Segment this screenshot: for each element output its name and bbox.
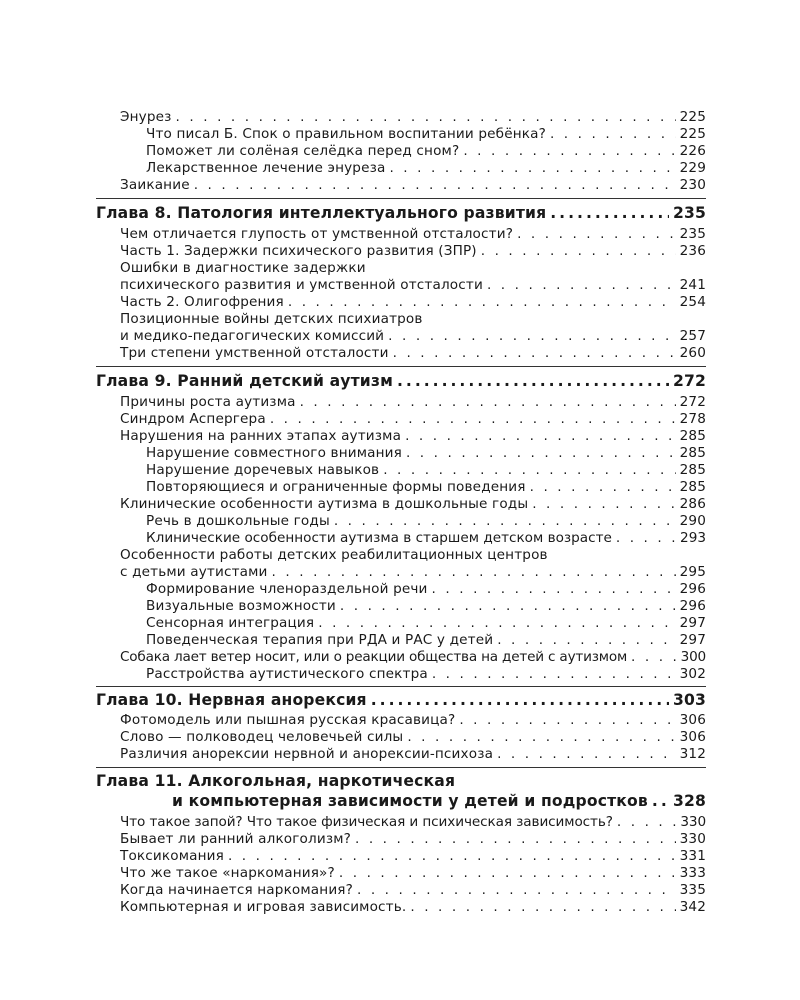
toc-entry-page: 296 <box>679 598 706 614</box>
toc-entry-title: Чем отличается глупость от умственной отсталости? <box>120 226 514 242</box>
dot-leader <box>550 125 676 143</box>
dot-leader <box>487 276 676 294</box>
dot-leader <box>463 142 675 160</box>
toc-entry[interactable] <box>120 898 706 916</box>
toc-entry-title: Речь в дошкольные годы <box>146 513 330 529</box>
toc-entry-page: 285 <box>679 462 706 478</box>
toc-entry-title: Что писал Б. Спок о правильном воспитании ребёнка? <box>146 126 546 142</box>
toc-entry-page: 230 <box>679 177 706 193</box>
dot-leader <box>371 690 669 710</box>
dot-leader <box>481 242 676 260</box>
toc-entry-title: Часть 2. Олигофрения <box>120 294 284 310</box>
dot-leader <box>272 563 676 581</box>
toc-entry-title-line2: с детьми аутистами <box>120 564 268 580</box>
toc-entry-title: Фотомодель или пышная русская красавица? <box>120 712 456 728</box>
dot-leader <box>616 529 676 547</box>
toc-entry-title: Нарушение совместного внимания <box>146 445 402 461</box>
chapter-page: 328 <box>672 792 706 810</box>
dot-leader <box>393 344 676 362</box>
dot-leader <box>407 728 675 746</box>
dot-leader <box>288 293 676 311</box>
toc-entry[interactable] <box>120 327 706 345</box>
dot-leader <box>410 898 675 916</box>
toc-entry-title: Что такое запой? Что такое физическая и психическая зависимость? <box>120 814 613 830</box>
toc-entry-page: 236 <box>679 243 706 259</box>
toc-entry-page: 306 <box>679 729 706 745</box>
toc-entry-page: 306 <box>679 712 706 728</box>
toc-entry[interactable] <box>146 444 706 462</box>
toc-entry-title: Слово — полководец человечьей силы <box>120 729 404 745</box>
toc-entry-title: Собака лает ветер носит, или о реакции общества на детей с аутизмом <box>120 649 628 665</box>
toc-entry[interactable] <box>120 225 706 243</box>
toc-entry-title: Токсикомания <box>120 848 224 864</box>
dot-leader <box>383 461 675 479</box>
chapter-divider <box>96 366 706 367</box>
toc-entry[interactable] <box>120 864 706 882</box>
toc-entry-page: 293 <box>680 530 706 546</box>
toc-entry-page: 331 <box>679 848 706 864</box>
toc-entry[interactable] <box>120 293 706 311</box>
toc-entry-title: Лекарственное лечение энуреза <box>146 160 386 176</box>
chapter-title: Глава 10. Нервная анорексия <box>96 691 367 709</box>
dot-leader <box>318 614 675 632</box>
toc-entry[interactable] <box>120 563 706 581</box>
toc-entry-title: Повторяющиеся и ограниченные формы поведения <box>146 479 526 495</box>
dot-leader <box>339 864 676 882</box>
toc-entry[interactable] <box>120 881 706 899</box>
toc-entry-page: 295 <box>679 564 706 580</box>
toc-entry-page: 342 <box>679 899 706 915</box>
chapter-page: 235 <box>672 204 706 222</box>
toc-entry-title: Часть 1. Задержки психического развития (ЗПР) <box>120 243 477 259</box>
toc-entry[interactable] <box>120 711 706 729</box>
toc-entry-title: Клинические особенности аутизма в старшем детском возрасте <box>146 530 612 546</box>
toc-entry-page: 235 <box>679 226 706 242</box>
toc-entry-title: Поможет ли солёная селёдка перед сном? <box>146 143 460 159</box>
dot-leader <box>432 665 676 683</box>
dot-leader <box>270 410 676 428</box>
toc-entry-page: 297 <box>679 615 706 631</box>
toc-entry-title: Расстройства аутистического спектра <box>146 666 428 682</box>
toc-entry[interactable] <box>120 847 706 865</box>
toc-entry[interactable] <box>120 648 706 666</box>
toc-entry[interactable] <box>146 529 706 547</box>
chapter-heading-11[interactable] <box>172 791 706 811</box>
toc-entry-page: 333 <box>679 865 706 881</box>
chapter-divider <box>96 198 706 199</box>
chapter-divider <box>96 686 706 687</box>
toc-entry-title: Различия анорексии нервной и анорексии-психоза <box>120 746 494 762</box>
toc-entry-title: Компьютерная и игровая зависимость. <box>120 899 407 915</box>
toc-entry[interactable] <box>120 410 706 428</box>
dot-leader <box>194 176 676 194</box>
dot-leader <box>355 830 676 848</box>
dot-leader <box>617 813 676 831</box>
toc-entry-title: Клинические особенности аутизма в дошкольные годы <box>120 496 529 512</box>
dot-leader <box>397 371 669 391</box>
toc-entry[interactable] <box>146 631 706 649</box>
toc-entry[interactable] <box>146 512 706 530</box>
toc-entry-title-line2: и медико-педагогических комиссий <box>120 328 385 344</box>
toc-entry-title: Три степени умственной отсталости <box>120 345 389 361</box>
dot-leader <box>652 791 669 811</box>
toc-entry-title: Заикание <box>120 177 190 193</box>
toc-entry[interactable] <box>146 665 706 683</box>
toc-entry-title: Энурез <box>120 109 172 125</box>
toc-entry-title: Сенсорная интеграция <box>146 615 315 631</box>
chapter-title: Глава 8. Патология интеллектуального развития <box>96 204 547 222</box>
dot-leader <box>497 745 676 763</box>
toc-entry-title: Когда начинается наркомания? <box>120 882 353 898</box>
toc-entry-title: Нарушения на ранних этапах аутизма <box>120 428 402 444</box>
toc-entry-title-line1: Ошибки в диагностике задержки <box>120 260 366 276</box>
toc-entry[interactable] <box>146 142 706 160</box>
chapter-title-line1: Глава 11. Алкогольная, наркотическая <box>96 772 456 790</box>
toc-entry-page: 286 <box>679 496 706 512</box>
chapter-heading-10[interactable] <box>96 690 706 710</box>
dot-leader <box>406 444 676 462</box>
toc-entry[interactable] <box>146 125 706 143</box>
dot-leader <box>550 203 669 223</box>
toc-entry-page: 285 <box>679 445 706 461</box>
dot-leader <box>228 847 676 865</box>
toc-entry-page: 297 <box>679 632 706 648</box>
toc-entry-page: 335 <box>679 882 706 898</box>
toc-entry[interactable] <box>146 614 706 632</box>
toc-entry-title: Визуальные возможности <box>146 598 336 614</box>
toc-entry[interactable] <box>120 830 706 848</box>
toc-entry-page: 296 <box>679 581 706 597</box>
dot-leader <box>459 711 675 729</box>
toc-entry-title: Синдром Аспергера <box>120 411 266 427</box>
toc-entry[interactable] <box>146 597 706 615</box>
toc-entry-page: 229 <box>679 160 706 176</box>
toc-entry[interactable] <box>146 159 706 177</box>
dot-leader <box>631 648 677 666</box>
toc-entry[interactable] <box>120 495 706 513</box>
toc-entry[interactable] <box>120 393 706 411</box>
dot-leader <box>357 881 676 899</box>
toc-entry-page: 278 <box>679 411 706 427</box>
toc-entry-title-line1: Особенности работы детских реабилитационных центров <box>120 547 548 563</box>
dot-leader <box>497 631 675 649</box>
toc-entry-page: 285 <box>679 428 706 444</box>
chapter-page: 303 <box>672 691 706 709</box>
chapter-heading-9[interactable] <box>96 371 706 391</box>
toc-entry-page: 225 <box>679 126 706 142</box>
toc-entry[interactable] <box>146 478 706 496</box>
toc-entry-title: Что же такое «наркомания»? <box>120 865 335 881</box>
toc-entry-page: 302 <box>679 666 706 682</box>
toc-entry[interactable] <box>120 276 706 294</box>
dot-leader <box>300 393 676 411</box>
dot-leader <box>530 478 676 496</box>
toc-entry-page: 312 <box>679 746 706 762</box>
toc-entry-page: 260 <box>679 345 706 361</box>
chapter-title: Глава 9. Ранний детский аутизм <box>96 372 393 390</box>
dot-leader <box>340 597 676 615</box>
toc-entry-page: 241 <box>679 277 706 293</box>
dot-leader <box>432 580 676 598</box>
toc-entry-page: 285 <box>679 479 706 495</box>
toc-entry[interactable] <box>120 344 706 362</box>
chapter-page: 272 <box>672 372 706 390</box>
toc-entry-page: 272 <box>679 394 706 410</box>
toc-entry-title-line2: психического развития и умственной отсталости <box>120 277 483 293</box>
chapter-heading-8[interactable] <box>96 203 706 223</box>
toc-entry[interactable] <box>120 813 706 831</box>
chapter-title-line2: и компьютерная зависимости у детей и подростков <box>172 792 648 810</box>
toc-entry[interactable] <box>120 176 706 194</box>
dot-leader <box>388 327 675 345</box>
toc-entry-page: 330 <box>679 831 706 847</box>
chapter-divider <box>96 767 706 768</box>
toc-entry-page: 257 <box>679 328 706 344</box>
toc-entry-title: Бывает ли ранний алкоголизм? <box>120 831 351 847</box>
toc-entry-page: 300 <box>680 649 706 665</box>
dot-leader <box>517 225 676 243</box>
toc-entry[interactable] <box>146 580 706 598</box>
toc-entry[interactable] <box>120 108 706 126</box>
toc-entry-title-line1: Позиционные войны детских психиатров <box>120 311 423 327</box>
toc-entry-title: Нарушение доречевых навыков <box>146 462 380 478</box>
toc-entry-page: 254 <box>679 294 706 310</box>
toc-entry[interactable] <box>120 728 706 746</box>
toc-entry-page: 330 <box>680 814 706 830</box>
toc-entry[interactable] <box>120 427 706 445</box>
toc-entry[interactable] <box>146 461 706 479</box>
toc-entry[interactable] <box>120 745 706 763</box>
dot-leader <box>334 512 676 530</box>
dot-leader <box>389 159 675 177</box>
dot-leader <box>532 495 675 513</box>
dot-leader <box>176 108 676 126</box>
dot-leader <box>405 427 676 445</box>
toc-entry-title: Поведенческая терапия при РДА и РАС у детей <box>146 632 494 648</box>
toc-entry-page: 290 <box>679 513 706 529</box>
toc-entry-title: Причины роста аутизма <box>120 394 296 410</box>
toc-entry-page: 225 <box>679 109 706 125</box>
toc-entry-title: Формирование членораздельной речи <box>146 581 428 597</box>
toc-entry-page: 226 <box>679 143 706 159</box>
toc-entry[interactable] <box>120 242 706 260</box>
